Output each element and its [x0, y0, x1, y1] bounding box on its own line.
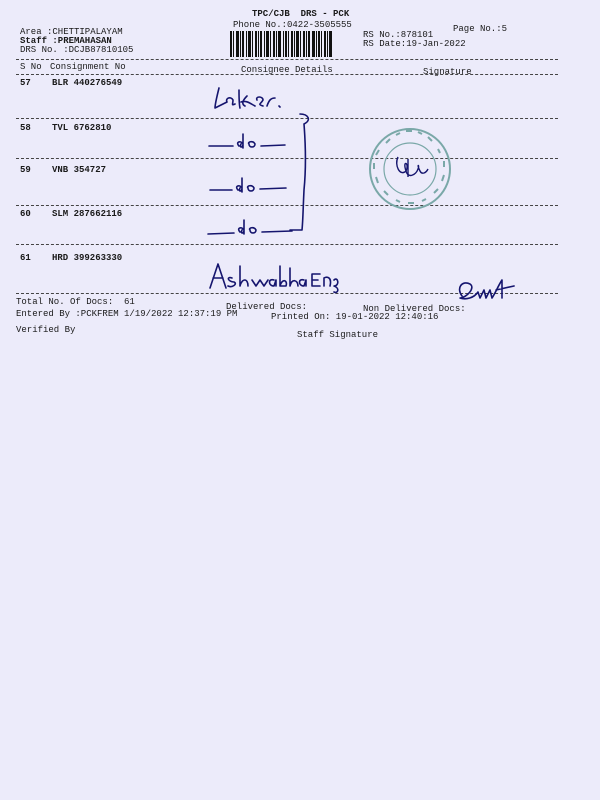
row-sno: 60 — [20, 209, 31, 219]
staff-label: Staff :PREMAHASAN — [20, 36, 112, 46]
column-signature: Signature — [423, 67, 472, 77]
page-number: Page No.:5 — [453, 24, 508, 34]
area-label: Area :CHETTIPALAYAM — [20, 27, 123, 37]
phone-number: Phone No.:0422-3505555 — [233, 20, 352, 30]
rs-date: RS Date:19-Jan-2022 — [363, 39, 466, 49]
rs-number: RS No.:878101 — [363, 30, 434, 40]
handwritten-ashwabha — [206, 258, 346, 298]
handwritten-ditto — [205, 130, 295, 156]
row-divider — [16, 244, 558, 245]
column-sno: S No — [20, 62, 42, 72]
delivered-docs: Delivered Docs: — [226, 302, 308, 312]
header-divider-top — [16, 59, 558, 60]
row-consignment: TVL 6762810 — [52, 123, 112, 133]
staff-signature-drawing — [452, 272, 522, 306]
header-divider-bottom — [16, 74, 558, 75]
handwritten-ditto — [206, 174, 296, 200]
row-sno: 61 — [20, 253, 31, 263]
entered-by: Entered By :PCKFREM 1/19/2022 12:37:19 PM — [16, 309, 238, 319]
row-consignment: VNB 354727 — [52, 165, 107, 175]
row-sno: 59 — [20, 165, 31, 175]
column-consignment: Consignment No — [50, 62, 126, 72]
row-consignment: HRD 399263330 — [52, 253, 123, 263]
company-stamp — [366, 125, 456, 215]
row-sno: 57 — [20, 78, 31, 88]
document-title: TPC/CJB DRS - PCK — [252, 9, 350, 19]
total-docs: Total No. Of Docs: 61 — [16, 297, 135, 307]
non-delivered-docs: Non Delivered Docs: — [363, 304, 466, 314]
verified-by: Verified By — [16, 325, 76, 335]
printed-on: Printed On: 19-01-2022 12:40:16 — [271, 312, 439, 322]
handwritten-bracket — [286, 110, 320, 240]
column-consignee: Consignee Details — [241, 65, 333, 75]
staff-signature-label: Staff Signature — [297, 330, 379, 340]
drs-number: DRS No. :DCJB87810105 — [20, 45, 134, 55]
row-consignment: SLM 287662116 — [52, 209, 123, 219]
row-sno: 58 — [20, 123, 31, 133]
row-consignment: BLR 440276549 — [52, 78, 123, 88]
barcode — [230, 31, 356, 57]
